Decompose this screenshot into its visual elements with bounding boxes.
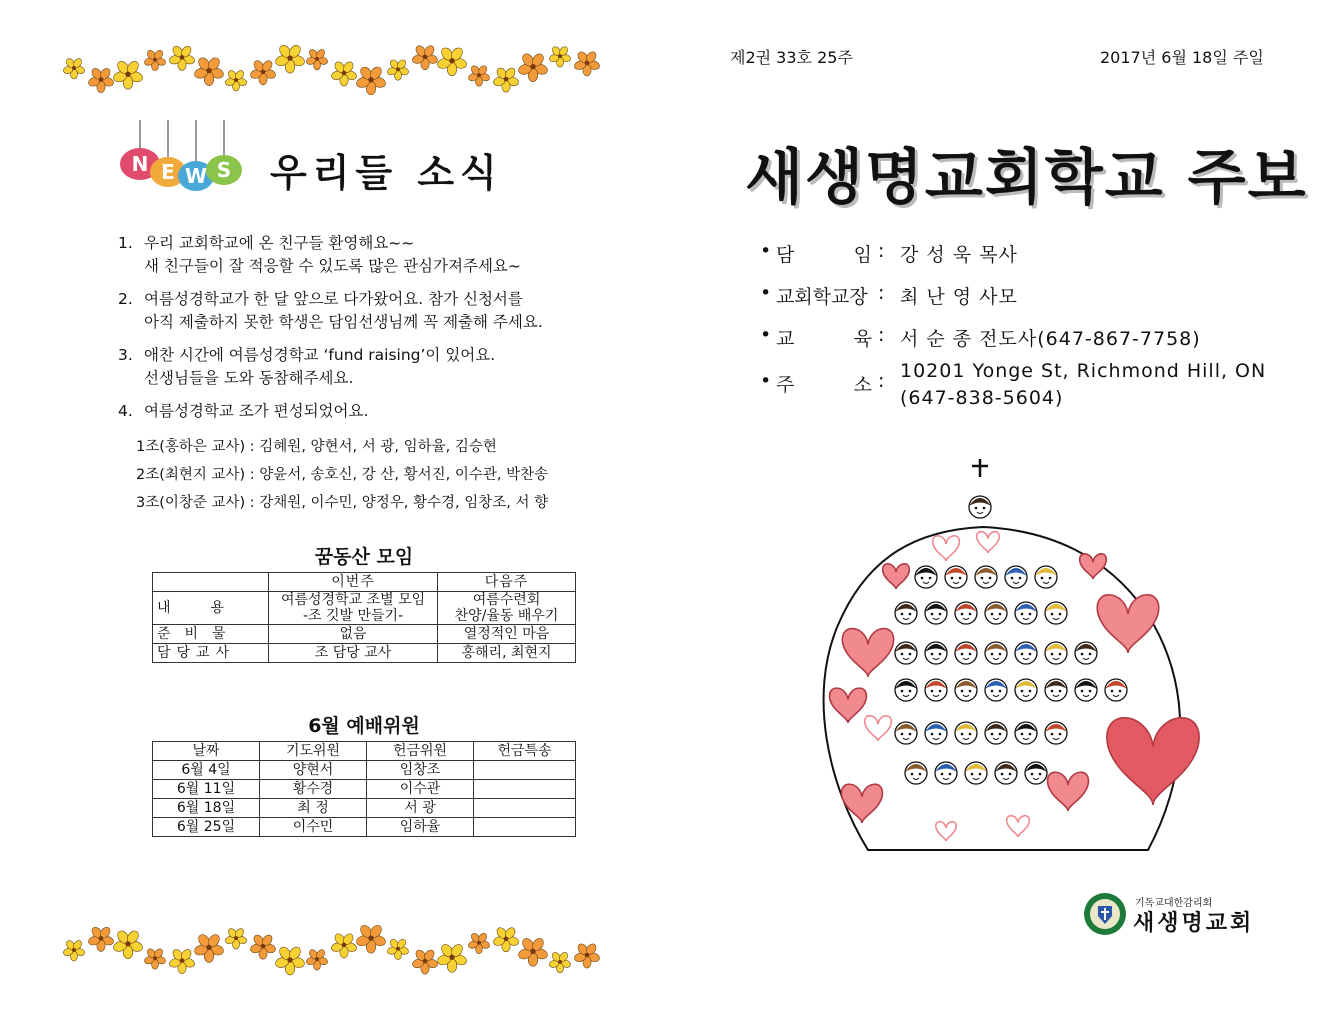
staff-colon: : [878,370,885,392]
staff-address [900,358,1266,412]
flower-garland-top [62,38,602,98]
staff-value: 강 성 욱 목사 [900,244,1018,266]
bulletin-title: 새생명교회학교 주보 [745,143,1308,213]
table-cell [269,592,438,625]
table-header-cell: 이번주 [269,573,438,592]
church-logo [1083,892,1263,938]
flower-garland-top-icon [62,38,602,98]
table-cell: 6월 4일 [153,761,260,780]
bullet-icon: • [760,282,772,304]
table-cell: 서 광 [367,799,474,818]
staff-label-char: 교 [776,328,795,350]
notice-item [118,344,598,390]
table-cell [474,780,576,799]
notice-number: 2. [118,290,133,308]
table-header-cell: 헌금특송 [474,742,576,761]
notice-item [118,400,598,423]
table-row-label: 내용 [153,592,269,625]
table-cell: 이수관 [367,780,474,799]
table-cell: 없음 [269,625,438,644]
table-cell: 홍해리, 최현지 [438,644,576,663]
staff-label-char: 소 [853,374,872,396]
group-row: 2조(최현지 교사) : 양윤서, 송호신, 강 산, 황서진, 이수관, 박찬송 [136,467,549,483]
staff-label-char: 담 [776,244,795,266]
table-cell: 6월 25일 [153,818,260,837]
notice-number: 4. [118,402,133,420]
table-cell [438,592,576,625]
news-badge-letter: S [216,158,232,182]
news-badge-letter: N [131,152,149,176]
news-badge-letter: W [184,164,208,188]
table-cell-line: 여름성경학교 조별 모임 [280,592,426,608]
table-cell: 임창조 [367,761,474,780]
table-cell: 이수민 [260,818,367,837]
group-list [118,433,598,517]
worship-table [152,741,576,837]
table-row-label: 담당교사 [153,644,269,663]
table-header-cell [153,573,269,592]
table-row [153,625,576,644]
staff-label [776,370,872,397]
staff-colon: : [878,240,885,262]
news-badge-icon [118,120,248,200]
table-row [153,799,576,818]
table-cell [474,799,576,818]
table-row [153,592,576,625]
table-cell: 최 정 [260,799,367,818]
table-cell-line: 여름수련회 [472,592,541,608]
staff-colon: : [878,324,885,346]
table-header-cell: 날짜 [153,742,260,761]
table-row [153,644,576,663]
church-family-illustration [808,455,1208,865]
group-row: 3조(이창준 교사) : 강채원, 이수민, 양정우, 황수경, 임창조, 서 향 [136,495,549,511]
dream-table-title: 꿈동산 모임 [314,546,414,568]
table-cell-line: -조 깃발 만들기- [302,608,404,624]
notice-line: 아직 제출하지 못한 학생은 담임선생님께 꼭 제출해 주세요. [144,313,543,331]
table-cell: 6월 11일 [153,780,260,799]
notice-item [118,232,598,278]
table-cell: 열정적인 마음 [438,625,576,644]
worship-table-title: 6월 예배위원 [308,715,420,737]
notice-line: 여름성경학교가 한 달 앞으로 다가왔어요. 참가 신청서를 [144,290,523,308]
staff-value: 서 순 종 전도사(647-867-7758) [900,328,1201,350]
table-cell: 황수경 [260,780,367,799]
notice-line: 여름성경학교 조가 편성되었어요. [144,402,369,420]
notice-list [118,232,598,517]
address-line: (647-838-5604) [900,387,1064,409]
news-badge [118,120,248,200]
table-cell-line: 찬양/율동 배우기 [454,608,559,624]
table-row [153,818,576,837]
notice-line: 새 친구들이 잘 적응할 수 있도록 많은 관심가져주세요~ [144,257,521,275]
staff-value: 최 난 영 사모 [900,286,1018,308]
address-line: 10201 Yonge St, Richmond Hill, ON [900,360,1267,382]
table-row [153,761,576,780]
table-row-label: 준비물 [153,625,269,644]
church-emblem-icon [1083,892,1127,936]
notice-number: 3. [118,346,133,364]
staff-label [776,324,872,351]
table-cell [474,818,576,837]
table-header-row [153,742,576,761]
bullet-icon: • [760,324,772,346]
table-header-row [153,573,576,592]
table-row [153,780,576,799]
staff-label: 교회학교장 [776,286,868,308]
table-header-cell: 다음주 [438,573,576,592]
table-cell: 조 담당 교사 [269,644,438,663]
flower-garland-bottom-icon [62,920,602,980]
table-cell: 임하율 [367,818,474,837]
issue-date: 2017년 6월 18일 주일 [1100,48,1264,67]
table-header-cell: 기도위원 [260,742,367,761]
notice-line: 선생님들을 도와 동참해주세요. [144,369,354,387]
staff-label-char: 주 [776,374,795,396]
dream-table [152,572,576,663]
notice-line: 우리 교회학교에 온 친구들 환영해요~~ [144,234,415,252]
group-row: 1조(홍하은 교사) : 김혜원, 양현서, 서 광, 임하율, 김승현 [136,439,497,455]
staff-label-char: 육 [853,328,872,350]
table-cell: 양현서 [260,761,367,780]
notice-item [118,288,598,334]
news-title: 우리들 소식 [270,151,503,195]
issue-number: 제2권 33호 25주 [730,48,853,67]
family-faces-icon [808,455,1208,865]
table-header-cell: 헌금위원 [367,742,474,761]
notice-line: 애찬 시간에 여름성경학교 ‘fund raising’이 있어요. [144,346,496,364]
table-cell [474,761,576,780]
bullet-icon: • [760,370,772,392]
flower-garland-bottom [62,920,602,980]
staff-colon: : [878,282,885,304]
staff-label [776,240,872,267]
notice-number: 1. [118,234,133,252]
logo-name: 새생명교회 [1133,911,1255,936]
logo-subtitle: 기독교대한감리회 [1135,898,1213,909]
staff-label-char: 임 [853,244,872,266]
bullet-icon: • [760,240,772,262]
table-cell: 6월 18일 [153,799,260,818]
news-badge-letter: E [161,160,175,184]
